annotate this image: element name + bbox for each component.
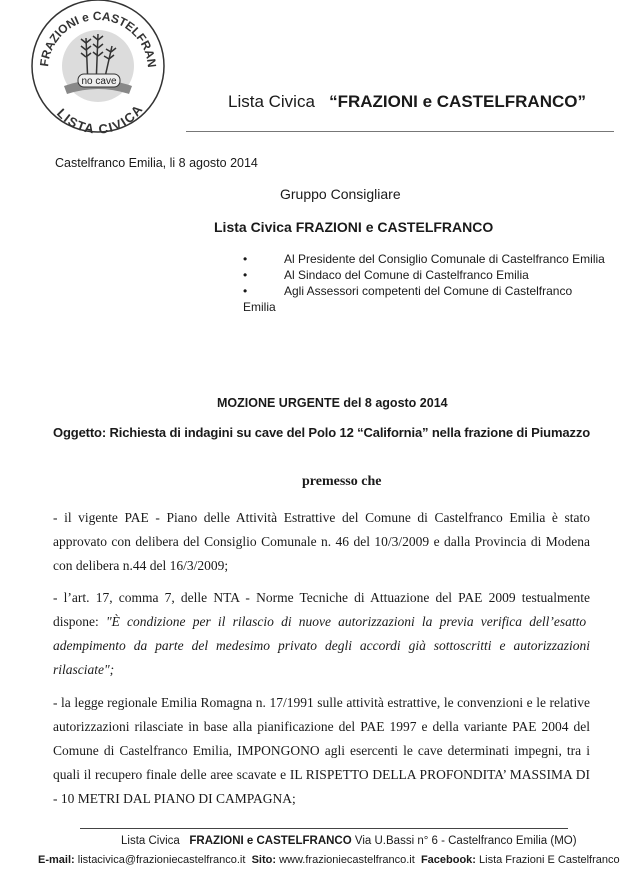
- header-title-main: “FRAZIONI e CASTELFRANCO”: [329, 92, 586, 111]
- footer-rule: [80, 828, 568, 829]
- paragraph-line: - l’art. 17, comma 7, delle NTA - Norme Tecniche di Attuazione del PAE 2009 testualmente: [53, 590, 590, 605]
- list-item: • Al Presidente del Consiglio Comunale di Castelfranco Emilia: [243, 252, 605, 266]
- paragraph-line: con delibera n.44 del 16/3/2009;: [53, 558, 229, 573]
- header-rule: [186, 131, 614, 132]
- paragraph-line: autorizzazioni rilasciate in base alla pianificazione del PAE 1997 e della variante PAE 2004 del: [53, 719, 590, 734]
- paragraph-line: quali il recupero finale delle aree scavate e IL RISPETTO DELLA PROFONDITA’ MASSIMA DI: [53, 767, 590, 782]
- paragraph-line: - il vigente PAE - Piano delle Attività Estrattive del Comune di Castelfranco Emilia è stato: [53, 510, 590, 525]
- paragraph-line: - la legge regionale Emilia Romagna n. 17/1991 sulle attività estrattive, le convenzioni e le relative: [53, 695, 590, 710]
- paragraph-line: Comune di Castelfranco Emilia, IMPONGONO agli esercenti le cave determinati impegni, tra i: [53, 743, 590, 758]
- paragraph-line: dispone: "È condizione per il rilascio di nuove autorizzazioni la previa verifica dell’esatto: [53, 614, 587, 629]
- logo: [28, 0, 168, 138]
- header-title: [228, 92, 586, 112]
- bullet-icon: •: [243, 268, 248, 282]
- facebook-link[interactable]: Lista Frazioni E Castelfranco: [479, 854, 620, 866]
- paragraph-line: - 10 METRI DAL PIANO DI CAMPAGNA;: [53, 791, 296, 806]
- bullet-icon: •: [243, 252, 248, 266]
- bullet-icon: •: [243, 284, 248, 298]
- motion-title: MOZIONE URGENTE del 8 agosto 2014: [217, 396, 448, 410]
- subject: Oggetto: Richiesta di indagini su cave del Polo 12 “California” nella frazione di Piumazzo: [53, 425, 590, 440]
- paragraph-line: rilasciate";: [53, 662, 115, 677]
- website-link[interactable]: www.frazioniecastelfranco.it: [279, 854, 415, 866]
- date-line: Castelfranco Emilia, li 8 agosto 2014: [55, 156, 258, 170]
- svg-text:LISTA CIVICA: LISTA CIVICA: [54, 101, 147, 137]
- group-label: Gruppo Consigliare: [280, 186, 401, 202]
- list-item: • Agli Assessori competenti del Comune di Castelfranco: [243, 284, 573, 298]
- svg-text:no cave: no cave: [81, 76, 117, 87]
- list-item-wrap: Emilia: [243, 300, 276, 314]
- footer-contacts: E-mail: listacivica@frazioniecastelfranco.it Sito: www.frazioniecastelfranco.it Facebook: Lista Frazioni E Castelfranco: [38, 854, 620, 866]
- header-title-prefix: Lista Civica: [228, 92, 315, 111]
- group-name: Lista Civica FRAZIONI e CASTELFRANCO: [214, 219, 494, 235]
- paragraph-line: approvato con delibera del Consiglio Comunale n. 46 del 10/3/2009 e dalla Provincia di Modena: [53, 534, 590, 549]
- footer-address: Lista Civica FRAZIONI e CASTELFRANCO Via U.Bassi n° 6 - Castelfranco Emilia (MO): [121, 835, 577, 847]
- premise-heading: premesso che: [302, 474, 382, 489]
- svg-text:FRAZIONI e CASTELFRANCO: FRAZIONI e CASTELFRAN: [37, 8, 160, 69]
- paragraph-line: adempimento da parte del medesimo privato degli accordi già sottoscritti e autorizzazioni: [53, 638, 590, 653]
- email-link[interactable]: listacivica@frazioniecastelfranco.it: [77, 854, 246, 866]
- list-item: • Al Sindaco del Comune di Castelfranco Emilia: [243, 268, 529, 282]
